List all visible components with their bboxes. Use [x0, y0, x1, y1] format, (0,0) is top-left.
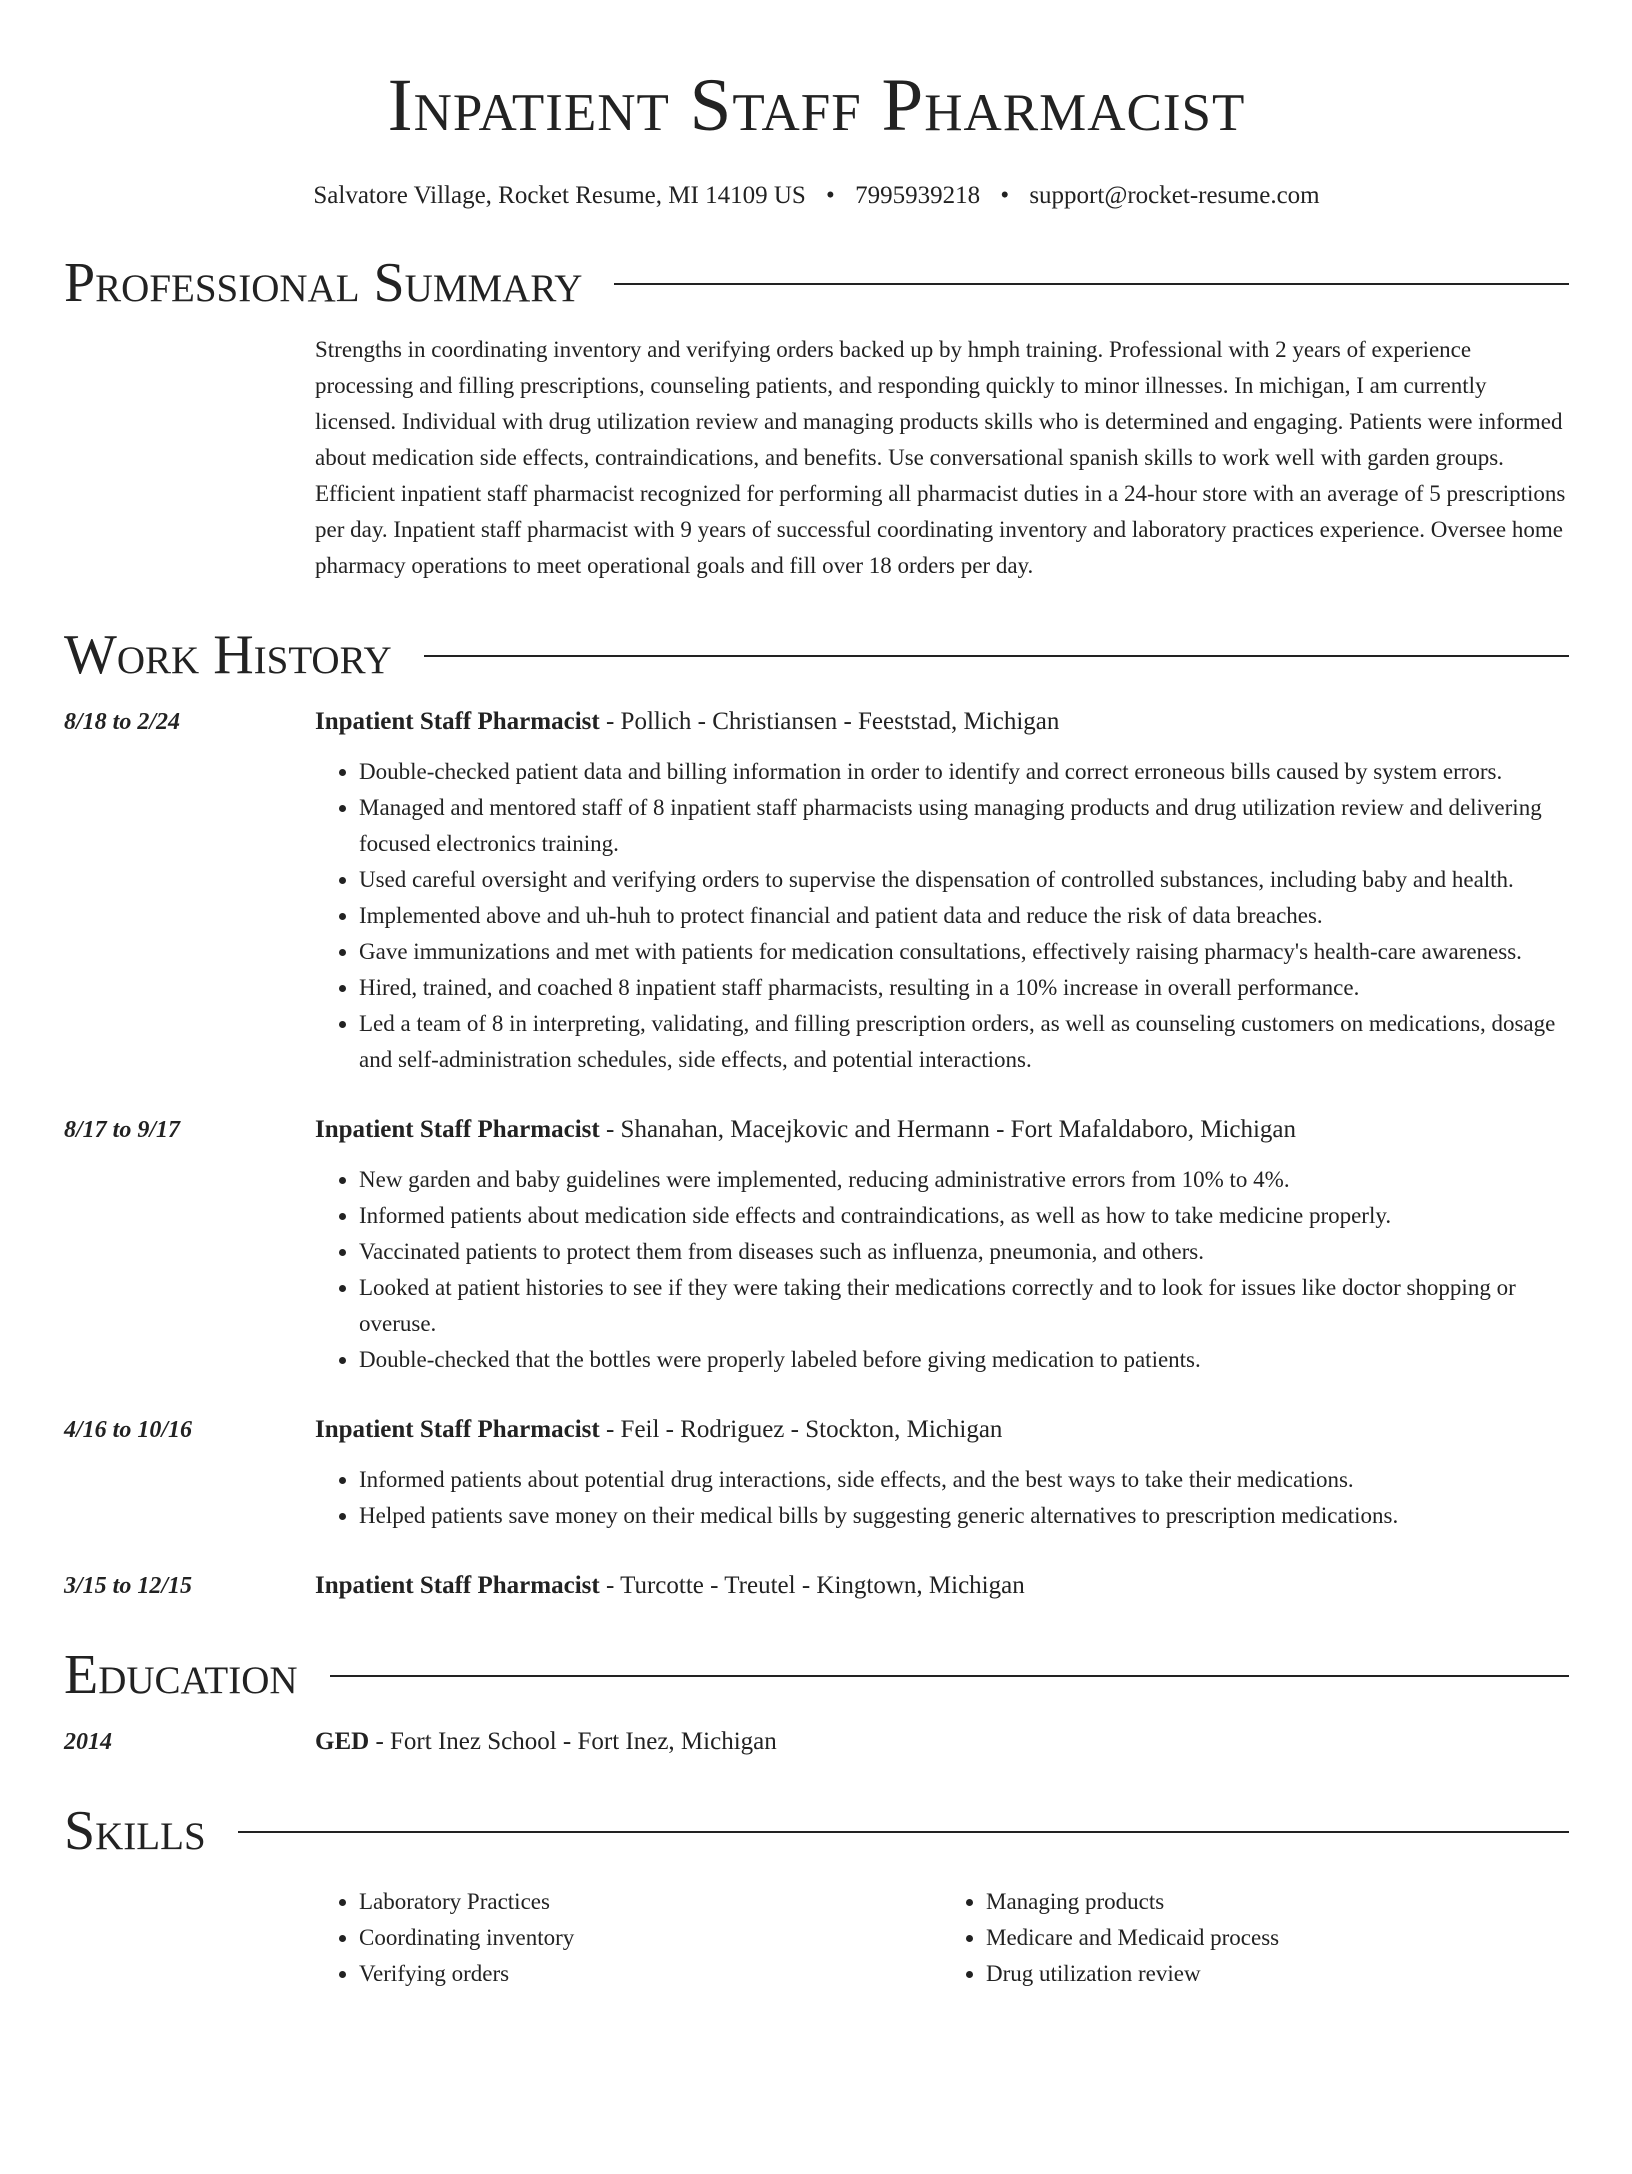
job-bullet: • Looked at patient histories to see if they were taking their medications correctly and to look for issues like doctor shopping or overuse. [359, 1270, 1569, 1342]
job-bullet: • Informed patients about medication side effects and contraindications, as well as how to take medicine properly. [359, 1198, 1569, 1234]
skill-item: • Verifying orders [359, 1956, 942, 1992]
job-body [315, 1112, 1569, 1378]
job-role: Inpatient Staff Pharmacist [315, 708, 600, 735]
education-degree: GED [315, 1728, 370, 1755]
section-title-work: Work History [64, 624, 392, 686]
job-entry [64, 1568, 1569, 1604]
job-role: Inpatient Staff Pharmacist [315, 1116, 600, 1143]
job-headline [315, 1412, 1569, 1448]
job-dates: 3/15 to 12/15 [64, 1573, 193, 1599]
job-bullet: • Implemented above and uh-huh to protect financial and patient data and reduce the risk of data breaches. [359, 898, 1569, 934]
section-title-skills: Skills [64, 1800, 206, 1862]
job-body [315, 704, 1569, 1078]
job-bullet: • Double-checked patient data and billing information in order to identify and correct erroneous bills caused by system errors. [359, 754, 1569, 790]
job-bullet: • Vaccinated patients to protect them from diseases such as influenza, pneumonia, and others. [359, 1234, 1569, 1270]
education-year: 2014 [64, 1729, 112, 1755]
job-details: - Pollich - Christiansen - Feeststad, Michigan [599, 708, 1060, 735]
education-headline [315, 1724, 1569, 1760]
job-headline [315, 1112, 1569, 1148]
job-headline [315, 1568, 1569, 1604]
skills-column-right [942, 1884, 1569, 1992]
education-section-header [64, 1644, 1569, 1706]
education-details: - Fort Inez School - Fort Inez, Michigan [369, 1728, 777, 1755]
job-body [315, 1412, 1569, 1534]
skill-item: • Managing products [986, 1884, 1569, 1920]
candidate-name: Inpatient Staff Pharmacist [387, 64, 1246, 147]
job-bullet: • Double-checked that the bottles were properly labeled before giving medication to patients. [359, 1342, 1569, 1378]
summary-section-header [64, 252, 1569, 314]
job-entry [64, 1112, 1569, 1378]
job-dates: 8/18 to 2/24 [64, 709, 181, 735]
resume-page [0, 62, 1632, 2174]
job-bullets [315, 754, 1569, 1078]
contact-phone: 7995939218 [855, 182, 981, 209]
job-bullet: • Managed and mentored staff of 8 inpatient staff pharmacists using managing products and drug utilization review and delivering focused electronics training. [359, 790, 1569, 862]
contact-separator: • [1000, 182, 1010, 209]
skills-column-left [315, 1884, 942, 1992]
contact-address: Salvatore Village, Rocket Resume, MI 14109 US [313, 182, 806, 209]
education-body [315, 1724, 1569, 1760]
job-dates: 8/17 to 9/17 [64, 1117, 181, 1143]
job-body [315, 1568, 1569, 1604]
job-dates: 4/16 to 10/16 [64, 1417, 193, 1443]
work-history-list [64, 704, 1569, 1604]
skill-item: • Medicare and Medicaid process [986, 1920, 1569, 1956]
section-divider [238, 1831, 1569, 1833]
job-entry [64, 1412, 1569, 1534]
job-bullets [315, 1462, 1569, 1534]
work-section-header [64, 624, 1569, 686]
job-bullet: • Helped patients save money on their medical bills by suggesting generic alternatives to prescription medications. [359, 1498, 1569, 1534]
job-bullet: • New garden and baby guidelines were implemented, reducing administrative errors from 10% to 4%. [359, 1162, 1569, 1198]
job-role: Inpatient Staff Pharmacist [315, 1416, 600, 1443]
skills-section-header [64, 1800, 1569, 1862]
job-details: - Shanahan, Macejkovic and Hermann - Fort Mafaldaboro, Michigan [599, 1116, 1297, 1143]
contact-line [64, 180, 1569, 212]
summary-text: Strengths in coordinating inventory and verifying orders backed up by hmph training. Professional with 2 years of experience processing and filling prescriptions, counseling patients, and responding quickly to minor illnesses. In michigan, I am currently licensed. Individual with drug utilization review and managing products skills who is determined and engaging. Patients were informed about medication side effects, contraindications, and benefits. Use conversational spanish skills to work well with garden groups. Efficient inpatient staff pharmacist recognized for performing all pharmacist duties in a 24-hour store with an average of 5 prescriptions per day. Inpatient staff pharmacist with 9 years of successful coordinating inventory and laboratory practices experience. Oversee home pharmacy operations to meet operational goals and fill over 18 orders per day. [315, 337, 1566, 578]
section-title-summary: Professional Summary [64, 252, 583, 314]
job-bullets [315, 1162, 1569, 1378]
job-headline [315, 704, 1569, 740]
section-divider [330, 1675, 1569, 1677]
contact-email: support@rocket-resume.com [1029, 182, 1320, 209]
job-bullet: • Informed patients about potential drug interactions, side effects, and the best ways to take their medications. [359, 1462, 1569, 1498]
education-entry [64, 1724, 1569, 1760]
section-divider [424, 655, 1569, 657]
job-role: Inpatient Staff Pharmacist [315, 1572, 600, 1599]
job-bullet: • Led a team of 8 in interpreting, validating, and filling prescription orders, as well as counseling customers on medications, dosage and self-administration schedules, side effects, and potential interactions. [359, 1006, 1569, 1078]
job-bullet: • Used careful oversight and verifying orders to supervise the dispensation of controlled substances, including baby and health. [359, 862, 1569, 898]
job-details: - Turcotte - Treutel - Kingtown, Michigan [599, 1572, 1025, 1599]
section-divider [614, 283, 1569, 285]
section-title-education: Education [64, 1644, 298, 1706]
job-entry [64, 704, 1569, 1078]
skill-item: • Drug utilization review [986, 1956, 1569, 1992]
skills-grid [315, 1884, 1569, 1992]
skill-item: • Laboratory Practices [359, 1884, 942, 1920]
job-details: - Feil - Rodriguez - Stockton, Michigan [599, 1416, 1003, 1443]
contact-separator: • [826, 182, 835, 209]
job-bullet: • Gave immunizations and met with patients for medication consultations, effectively raising pharmacy's health-care awareness. [359, 934, 1569, 970]
job-bullet: • Hired, trained, and coached 8 inpatient staff pharmacists, resulting in a 10% increase in overall performance. [359, 970, 1569, 1006]
skill-item: • Coordinating inventory [359, 1920, 942, 1956]
